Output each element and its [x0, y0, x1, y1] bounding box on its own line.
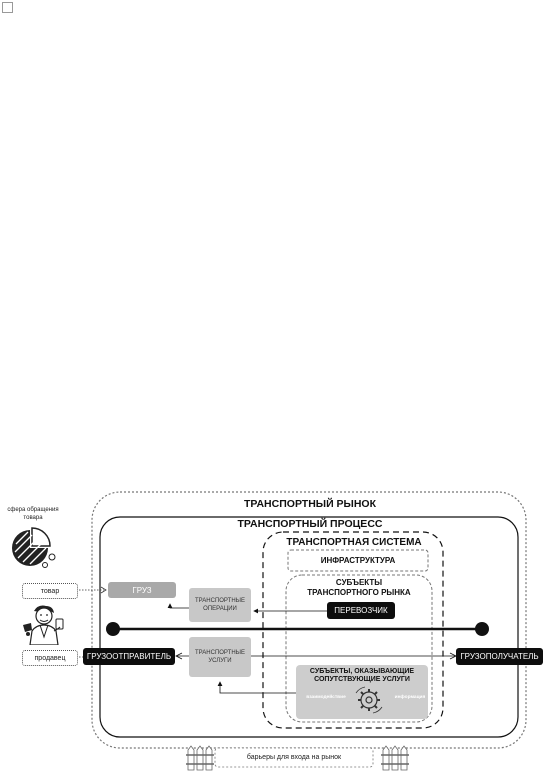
seller-person-icon	[20, 603, 70, 645]
transport-operations-line2: ОПЕРАЦИИ	[203, 606, 237, 612]
fence-icon	[380, 742, 410, 772]
cargo-box: ГРУЗ	[108, 582, 176, 598]
transport-services-box	[189, 637, 251, 677]
interaction-label: взаимодействие	[306, 695, 346, 700]
barriers-label: барьеры для входа на рынок	[246, 754, 342, 761]
subjects-title	[290, 578, 428, 598]
operations-to-cargo-arrow	[170, 604, 189, 608]
transport-operations-box	[189, 588, 251, 622]
transport-process-title: ТРАНСПОРТНЫЙ ПРОЦЕСС	[237, 518, 383, 530]
seller-tag: продавец	[22, 650, 78, 666]
fence-icon	[185, 742, 215, 772]
information-label: информация	[394, 695, 426, 700]
transport-operations-line1: ТРАНСПОРТНЫЕ	[195, 598, 245, 604]
pie-chart-icon	[10, 524, 58, 568]
sphere-label-line1: сфера обращения	[7, 507, 59, 513]
transport-system-title: ТРАНСПОРТНАЯ СИСТЕМА	[286, 537, 422, 548]
main-flow-end-dot	[475, 622, 489, 636]
transport-services-line2: УСЛУГИ	[208, 658, 232, 664]
related-services-box	[296, 665, 428, 719]
sphere-label	[4, 506, 62, 522]
subjects-title-line1: СУБЪЕКТЫ	[335, 578, 383, 587]
transport-services-line1: ТРАНСПОРТНЫЕ	[195, 650, 245, 656]
consignee-box: ГРУЗОПОЛУЧАТЕЛЬ	[456, 648, 543, 665]
related-services-title	[296, 668, 428, 684]
transport-market-title: ТРАНСПОРТНЫЙ РЫНОК	[243, 498, 376, 510]
related-services-line2: СОПУТСТВУЮЩИЕ УСЛУГИ	[314, 676, 410, 683]
shipper-box: ГРУЗООТПРАВИТЕЛЬ	[83, 648, 175, 665]
infrastructure-label: ИНФРАСТРУКТУРА	[320, 556, 396, 565]
carrier-box: ПЕРЕВОЗЧИК	[327, 602, 395, 619]
related-services-line1: СУБЪЕКТЫ, ОКАЗЫВАЮЩИЕ	[309, 668, 415, 675]
main-flow-start-dot	[106, 622, 120, 636]
subjects-title-line2: ТРАНСПОРТНОГО РЫНКА	[307, 588, 411, 597]
sphere-label-line2: товара	[23, 515, 43, 521]
services-to-transport-services-arrow	[220, 682, 296, 693]
gear-icon	[353, 685, 385, 715]
goods-tag: товар	[22, 583, 78, 599]
